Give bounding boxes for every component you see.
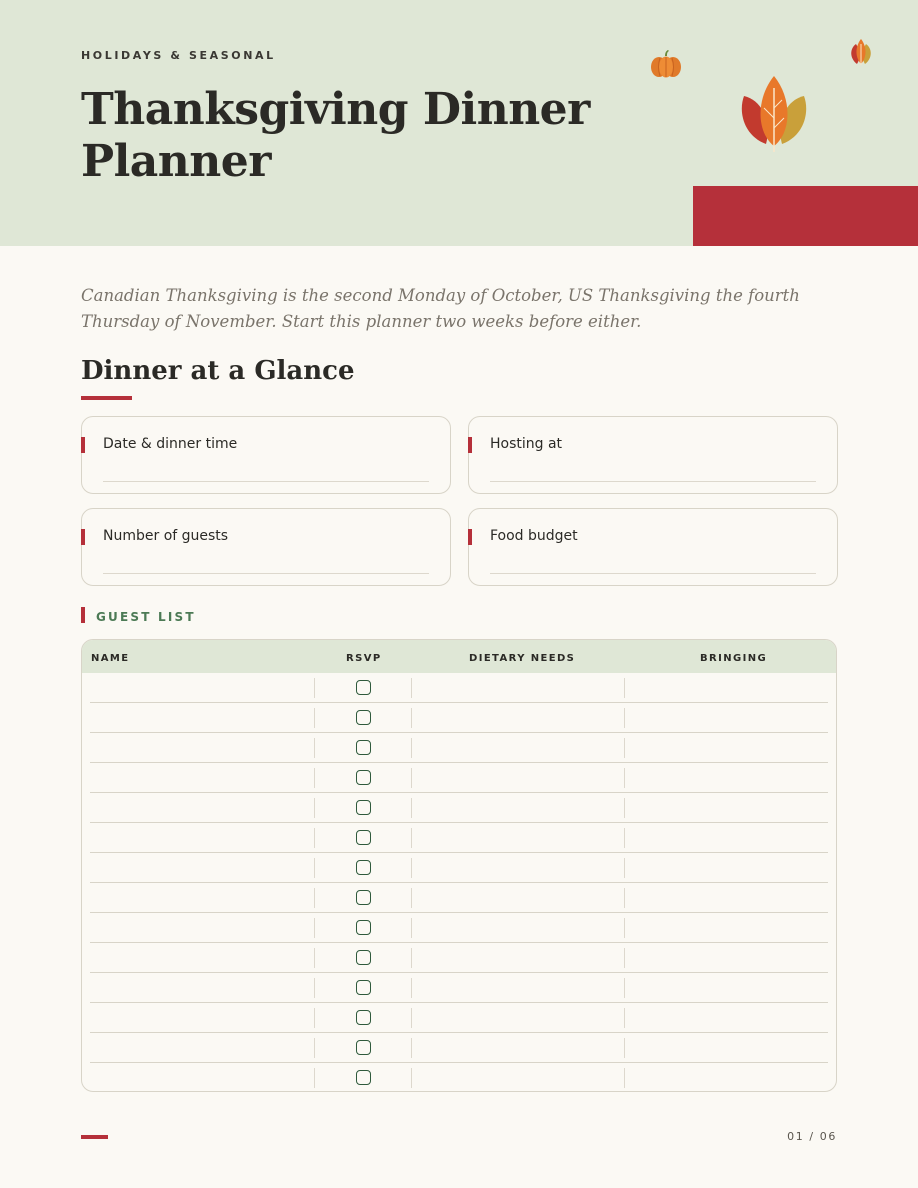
column-divider <box>624 768 625 788</box>
column-divider <box>624 858 625 878</box>
field-date-time[interactable] <box>81 416 451 494</box>
table-row[interactable] <box>90 853 828 883</box>
table-row[interactable] <box>90 1003 828 1033</box>
column-divider <box>314 738 315 758</box>
rsvp-checkbox[interactable] <box>356 830 371 845</box>
page-title: Thanksgiving Dinner Planner <box>81 84 590 187</box>
column-divider <box>624 798 625 818</box>
table-row[interactable] <box>90 733 828 763</box>
table-row[interactable] <box>90 883 828 913</box>
field-food-budget[interactable] <box>468 508 838 586</box>
header-accent-block <box>693 186 918 246</box>
table-row[interactable] <box>90 973 828 1003</box>
rsvp-checkbox[interactable] <box>356 1070 371 1085</box>
column-divider <box>314 948 315 968</box>
pumpkin-icon <box>650 50 682 78</box>
column-divider <box>314 708 315 728</box>
column-divider <box>314 858 315 878</box>
field-accent <box>81 529 85 545</box>
column-divider <box>314 888 315 908</box>
field-input-line[interactable] <box>103 481 429 482</box>
rsvp-checkbox[interactable] <box>356 1040 371 1055</box>
field-label: Food budget <box>490 528 578 544</box>
column-divider <box>314 1068 315 1088</box>
column-header-rsvp: RSVP <box>346 653 382 664</box>
field-accent <box>468 529 472 545</box>
column-header-bringing: BRINGING <box>700 653 768 664</box>
column-divider <box>411 708 412 728</box>
table-row[interactable] <box>90 763 828 793</box>
rsvp-checkbox[interactable] <box>356 1010 371 1025</box>
table-row[interactable] <box>90 913 828 943</box>
rsvp-checkbox[interactable] <box>356 920 371 935</box>
field-label: Number of guests <box>103 528 229 544</box>
field-accent <box>81 437 85 453</box>
column-divider <box>314 828 315 848</box>
field-input-line[interactable] <box>103 573 429 574</box>
column-divider <box>314 678 315 698</box>
column-divider <box>411 828 412 848</box>
guest-list-accent <box>81 607 85 623</box>
column-divider <box>624 948 625 968</box>
field-accent <box>468 437 472 453</box>
field-label: Date & dinner time <box>103 436 238 452</box>
rsvp-checkbox[interactable] <box>356 680 371 695</box>
guest-list-title: GUEST LIST <box>96 610 196 624</box>
column-divider <box>314 1008 315 1028</box>
column-divider <box>411 978 412 998</box>
column-divider <box>624 738 625 758</box>
column-divider <box>411 678 412 698</box>
column-divider <box>624 918 625 938</box>
field-label: Hosting at <box>490 436 563 452</box>
rsvp-checkbox[interactable] <box>356 800 371 815</box>
field-input-line[interactable] <box>490 573 816 574</box>
column-divider <box>411 858 412 878</box>
page-number: 01 / 06 <box>787 1130 837 1143</box>
rsvp-checkbox[interactable] <box>356 950 371 965</box>
column-divider <box>411 768 412 788</box>
column-divider <box>624 708 625 728</box>
guest-list-table <box>81 639 837 1092</box>
column-divider <box>624 978 625 998</box>
table-row[interactable] <box>90 1033 828 1063</box>
column-divider <box>624 888 625 908</box>
table-row[interactable] <box>90 823 828 853</box>
rsvp-checkbox[interactable] <box>356 710 371 725</box>
rsvp-checkbox[interactable] <box>356 890 371 905</box>
leaf-small-icon <box>848 38 874 66</box>
column-divider <box>411 948 412 968</box>
column-divider <box>624 1008 625 1028</box>
rsvp-checkbox[interactable] <box>356 980 371 995</box>
column-divider <box>314 768 315 788</box>
column-divider <box>624 1038 625 1058</box>
table-row[interactable] <box>90 673 828 703</box>
autumn-leaves-icon <box>738 74 810 152</box>
footer-accent <box>81 1135 108 1139</box>
section-title-glance: Dinner at a Glance <box>81 356 355 386</box>
table-row[interactable] <box>90 703 828 733</box>
column-header-name: NAME <box>91 653 130 664</box>
table-header <box>82 640 836 673</box>
column-divider <box>314 1038 315 1058</box>
column-divider <box>411 1038 412 1058</box>
column-divider <box>411 798 412 818</box>
column-divider <box>624 1068 625 1088</box>
column-divider <box>411 888 412 908</box>
column-divider <box>314 978 315 998</box>
intro-text: Canadian Thanksgiving is the second Monday of October, US Thanksgiving the fourth Thursday of November. Start this planner two weeks before either. <box>81 286 800 331</box>
column-divider <box>411 1008 412 1028</box>
field-input-line[interactable] <box>490 481 816 482</box>
section-underline <box>81 396 132 400</box>
column-divider <box>411 1068 412 1088</box>
column-divider <box>314 798 315 818</box>
column-divider <box>411 738 412 758</box>
table-row[interactable] <box>90 943 828 973</box>
table-row[interactable] <box>90 793 828 823</box>
column-header-dietary-needs: DIETARY NEEDS <box>469 653 576 664</box>
column-divider <box>624 678 625 698</box>
column-divider <box>411 918 412 938</box>
rsvp-checkbox[interactable] <box>356 770 371 785</box>
field-hosting-at[interactable] <box>468 416 838 494</box>
field-number-of-guests[interactable] <box>81 508 451 586</box>
column-divider <box>624 828 625 848</box>
rsvp-checkbox[interactable] <box>356 860 371 875</box>
table-row[interactable] <box>90 1063 828 1092</box>
column-divider <box>314 918 315 938</box>
category-eyebrow: HOLIDAYS & SEASONAL <box>81 49 276 62</box>
rsvp-checkbox[interactable] <box>356 740 371 755</box>
